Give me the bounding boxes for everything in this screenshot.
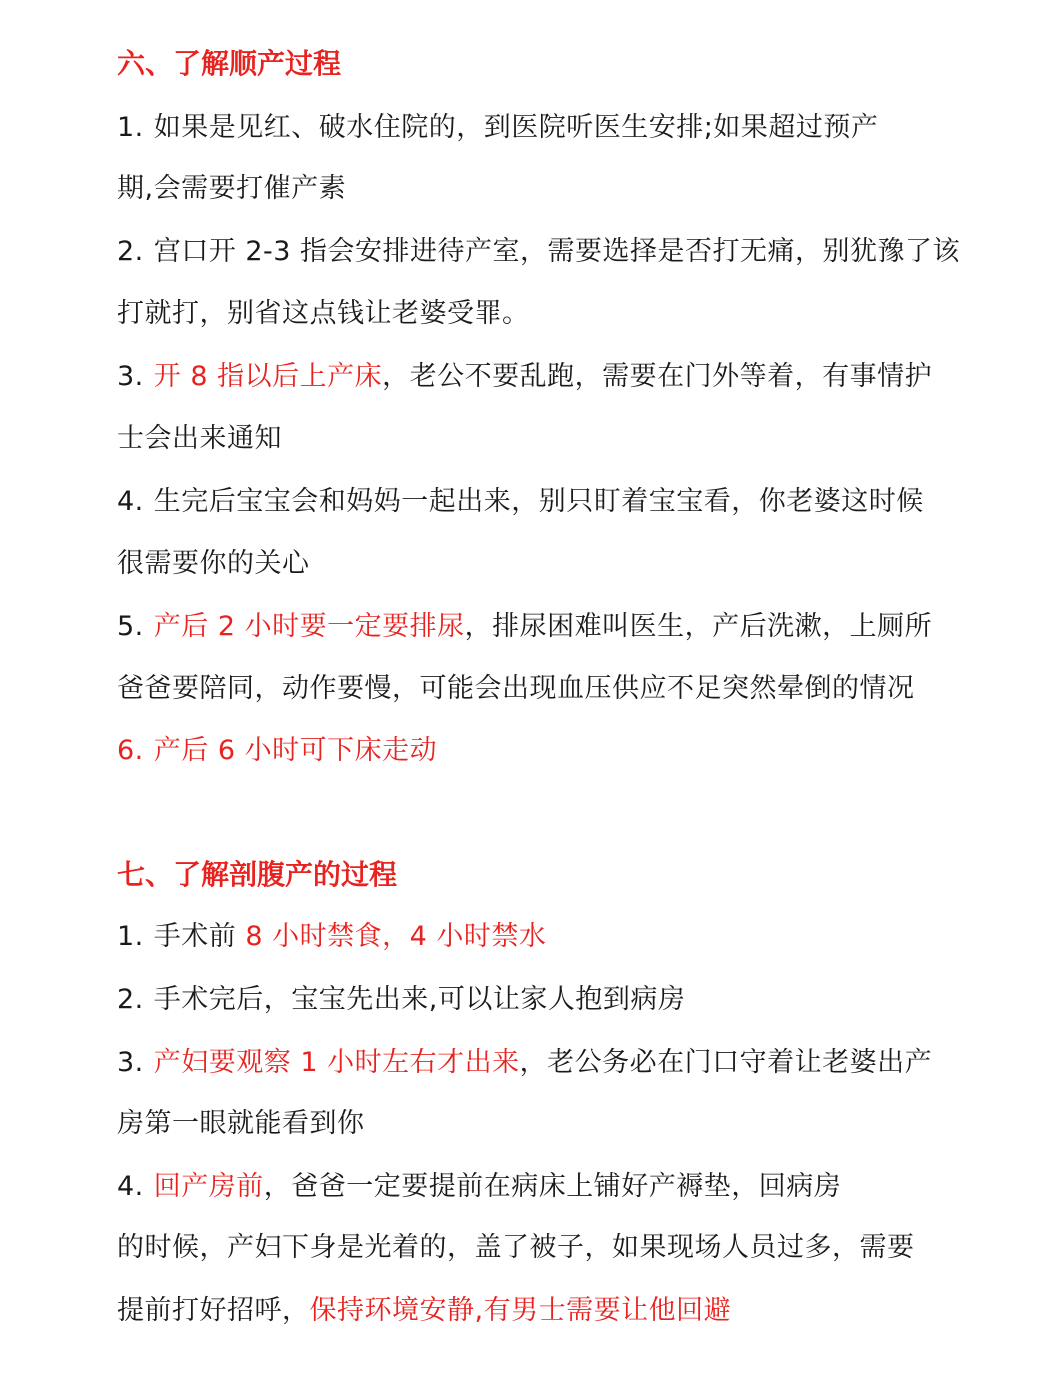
s7-item1-highlight: 8 小时禁食，4 小时禁水 [245, 921, 547, 952]
s6-item6-text: 产后 6 小时可下床走动 [153, 735, 438, 766]
s7-item3-highlight: 产妇要观察 1 小时左右才出来 [153, 1047, 520, 1078]
s7-item4-highlight: 回产房前 [153, 1171, 264, 1202]
s6-item2-line2: 打就打，别省这点钱让老婆受罪。 [117, 298, 530, 329]
s6-item3-text1: ，老公不要乱跑，需要在门外等着，有事情护 [382, 361, 933, 392]
s7-item4-line3 [117, 1293, 731, 1329]
s6-item1-line1 [117, 110, 878, 146]
s7-item2-num: 2. [117, 984, 144, 1015]
s6-item4-text1: 生完后宝宝会和妈妈一起出来，别只盯着宝宝看，你老婆这时候 [153, 486, 924, 517]
s6-item6-num: 6. [117, 735, 144, 766]
s6-item3-num: 3. [117, 361, 144, 392]
s6-item6-line1 [117, 733, 437, 769]
s7-item2-text: 手术完后，宝宝先出来,可以让家人抱到病房 [153, 984, 686, 1015]
s7-item2-line1 [117, 982, 685, 1018]
s6-item4-line1 [117, 484, 924, 520]
s6-item5-num: 5. [117, 611, 144, 642]
s7-item4-text1: ，爸爸一定要提前在病床上铺好产褥垫，回病房 [263, 1171, 842, 1202]
s6-item1-num: 1. [117, 112, 144, 143]
s6-item2-num: 2. [117, 236, 144, 267]
s7-item4-line2: 的时候，产妇下身是光着的，盖了被子，如果现场人员过多，需要 [117, 1232, 915, 1263]
s6-item2-line1 [117, 234, 960, 270]
s7-item3-num: 3. [117, 1047, 144, 1078]
s7-item3-text1: ，老公务必在门口守着让老婆出产 [519, 1047, 933, 1078]
s6-item5-highlight: 产后 2 小时要一定要排尿 [153, 611, 465, 642]
s7-item3-line1 [117, 1045, 932, 1081]
s6-item2-text1: 宫口开 2-3 指会安排进待产室，需要选择是否打无痛，别犹豫了该 [153, 236, 961, 267]
s6-item4-line2: 很需要你的关心 [117, 548, 310, 579]
s6-item1-text1: 如果是见红、破水住院的，到医院听医生安排;如果超过预产 [153, 112, 879, 143]
section-6-title: 六、了解顺产过程 [117, 47, 342, 80]
s7-item1-line1 [117, 919, 546, 955]
s7-item1-prefix: 手术前 [153, 921, 246, 952]
s7-item3-line2: 房第一眼就能看到你 [117, 1108, 365, 1139]
s7-item4-line3-prefix: 提前打好招呼， [117, 1295, 310, 1326]
s6-item5-line1 [117, 609, 932, 645]
s7-item4-num: 4. [117, 1171, 144, 1202]
s6-item5-text1: ，排尿困难叫医生，产后洗漱，上厕所 [464, 611, 933, 642]
s7-item1-num: 1. [117, 921, 144, 952]
s6-item3-line1 [117, 359, 932, 395]
s7-item4-line3-highlight: 保持环境安静,有男士需要让他回避 [309, 1295, 732, 1326]
s6-item1-line2: 期,会需要打催产素 [117, 173, 347, 204]
s6-item4-num: 4. [117, 486, 144, 517]
section-7-title: 七、了解剖腹产的过程 [117, 858, 398, 891]
s6-item3-highlight: 开 8 指以后上产床 [153, 361, 383, 392]
s7-item4-line1 [117, 1169, 841, 1205]
s6-item5-line2: 爸爸要陪同，动作要慢，可能会出现血压供应不足突然晕倒的情况 [117, 673, 915, 704]
s6-item3-line2: 士会出来通知 [117, 423, 282, 454]
